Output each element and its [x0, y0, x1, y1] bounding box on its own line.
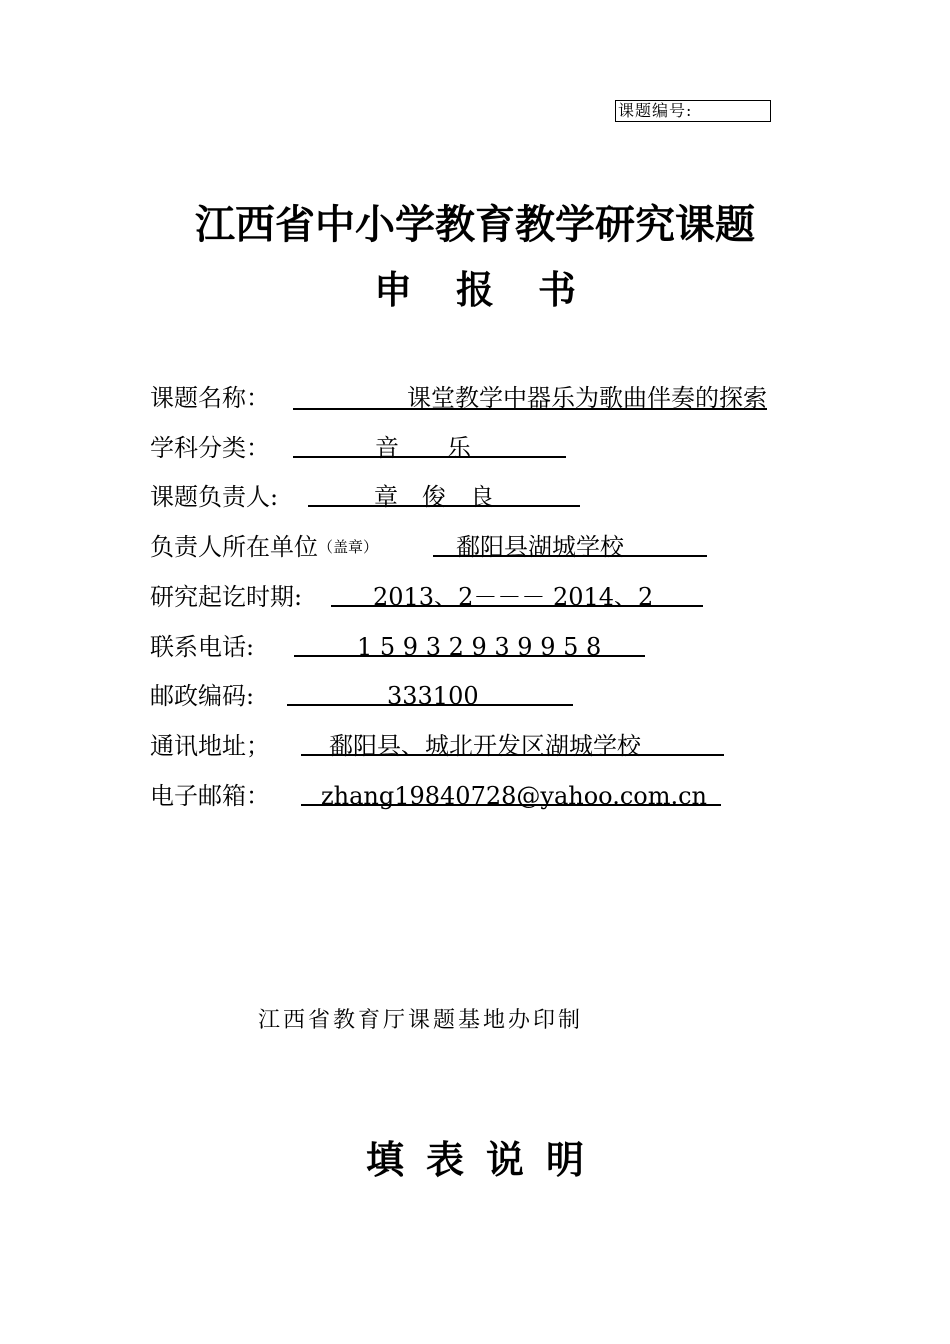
- field-email: [150, 776, 707, 816]
- field-period: [150, 577, 654, 617]
- field-value: 章 俊 良: [308, 477, 580, 507]
- field-label: 负责人所在单位: [150, 533, 318, 561]
- field-value: 音 乐: [293, 428, 566, 458]
- field-label: 研究起讫时期:: [150, 583, 303, 611]
- field-topic-name: [150, 378, 767, 418]
- field-principal: [150, 477, 494, 517]
- field-value: 1 5 9 3 2 9 3 9 9 5 8: [294, 627, 645, 657]
- field-label: 联系电话:: [150, 633, 255, 661]
- field-value: 2013、2－－－ 2014、2: [331, 577, 703, 607]
- field-label: 课题名称：: [150, 384, 270, 412]
- topic-code-box: [615, 100, 771, 122]
- field-value: zhang19840728@yahoo.com.cn: [301, 776, 721, 806]
- field-value: 鄱阳县湖城学校: [433, 527, 707, 557]
- field-label: 电子邮箱：: [150, 782, 270, 810]
- field-value: 鄱阳县、城北开发区湖城学校: [301, 726, 724, 756]
- document-subtitle: 申报书: [373, 268, 620, 312]
- field-label: 课题负责人:: [150, 483, 279, 511]
- field-label: 通讯地址；: [150, 732, 270, 760]
- section-title: 填表说明: [365, 1138, 606, 1182]
- field-phone: [150, 627, 602, 667]
- field-unit: [150, 527, 624, 567]
- field-label: 邮政编码:: [150, 682, 255, 710]
- field-label: 学科分类：: [150, 434, 270, 462]
- printer-note: 江西省教育厅课题基地办印制: [258, 1008, 584, 1033]
- document-title: 江西省中小学教育教学研究课题: [195, 202, 755, 248]
- stamp-note: （盖章）: [318, 538, 379, 556]
- topic-code-label: 课题编号:: [618, 101, 693, 120]
- field-address: [150, 726, 641, 766]
- field-subject: [150, 428, 471, 468]
- field-postcode: [150, 676, 479, 716]
- field-value: 课堂教学中器乐为歌曲伴奏的探索: [293, 378, 767, 410]
- field-value: 333100: [287, 676, 573, 706]
